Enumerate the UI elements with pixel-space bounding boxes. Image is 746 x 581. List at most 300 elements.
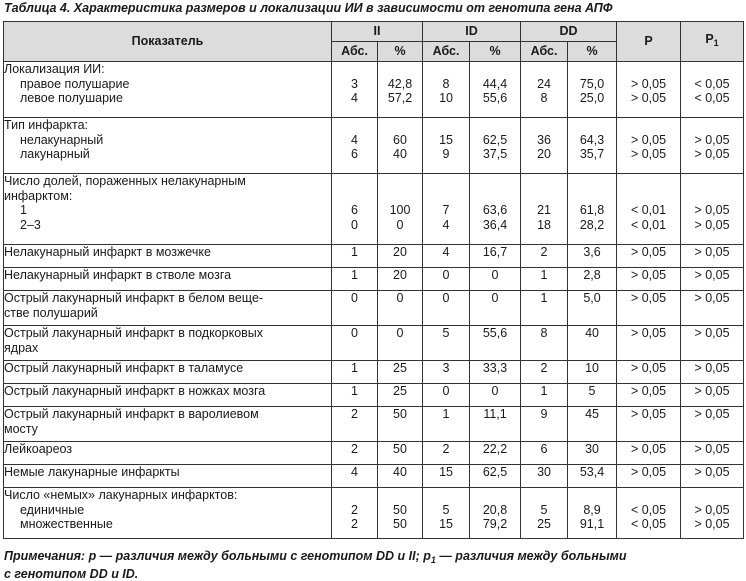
p-cell: [617, 384, 681, 407]
row-label: [4, 465, 332, 488]
cell-value: 8,9: [583, 502, 601, 517]
note-subscript: 1: [430, 555, 436, 565]
cell-spacer: [568, 174, 616, 189]
id-abs-cell: [423, 326, 470, 361]
cell-value: 4: [351, 465, 358, 479]
p1-cell: [681, 62, 744, 118]
dd-abs-cell: [521, 326, 568, 361]
p-cell: [617, 245, 681, 268]
p1-cell: [681, 407, 744, 442]
cell-value: 45: [585, 407, 599, 421]
header-group-id: ID: [423, 22, 521, 42]
cell-value: 7: [442, 203, 450, 217]
ii-pct-cell: [378, 407, 423, 442]
cell-value: 55,6: [482, 91, 508, 105]
cell-value: 15: [439, 465, 453, 479]
id-pct-cell: [470, 361, 521, 384]
id-abs-cell: [423, 465, 470, 488]
cell-value: 1: [540, 384, 548, 398]
row-label: [4, 291, 332, 326]
cell-spacer: [521, 174, 567, 189]
row-label: [4, 384, 332, 407]
p1-cell: [681, 174, 744, 245]
row-label: [4, 442, 332, 465]
cell-value: 0: [491, 291, 499, 305]
table-row: [4, 118, 744, 174]
cell-value: 16,7: [482, 245, 508, 259]
cell-spacer: [681, 118, 743, 133]
cell-value: > 0,05: [630, 91, 667, 105]
id-pct-cell: [470, 442, 521, 465]
cell-value: < 0,05: [694, 91, 730, 105]
table-row: [4, 361, 744, 384]
dd-pct-cell: [568, 245, 617, 268]
row-label-line: Лейкоареоз: [4, 442, 73, 456]
cell-spacer: [470, 488, 520, 503]
id-pct-cell: [470, 174, 521, 245]
id-abs-cell: [423, 384, 470, 407]
cell-value: 0: [442, 384, 450, 398]
cell-value: 11,1: [483, 407, 507, 421]
cell-value: 9: [442, 147, 450, 161]
cell-value: 0: [442, 268, 450, 282]
cell-value: 40: [393, 465, 407, 479]
cell-value: 0: [442, 291, 450, 305]
cell-value: > 0,05: [630, 147, 667, 161]
cell-spacer: [470, 189, 520, 204]
cell-value: 100: [389, 203, 411, 217]
cell-spacer: [521, 488, 567, 503]
cell-value: > 0,05: [630, 407, 667, 421]
p-cell: [617, 62, 681, 118]
cell-value: > 0,05: [630, 465, 667, 479]
ii-abs-cell: [332, 407, 378, 442]
ii-abs-cell: [332, 442, 378, 465]
cell-value: 50: [393, 442, 407, 456]
id-pct-cell: [470, 465, 521, 488]
p1-cell: [681, 245, 744, 268]
cell-spacer: [332, 118, 377, 133]
row-label: [4, 268, 332, 291]
row-label-line: мосту: [4, 421, 38, 436]
cell-value: 28,2: [579, 217, 605, 232]
header-group-dd: DD: [521, 22, 617, 42]
cell-value: 25: [393, 361, 407, 375]
dd-pct-cell: [568, 62, 617, 118]
p1-cell: [681, 118, 744, 174]
dd-abs-cell: [521, 465, 568, 488]
ii-pct-cell: [378, 291, 423, 326]
table-row: [4, 291, 744, 326]
cell-spacer: [681, 189, 743, 204]
id-abs-cell: [423, 361, 470, 384]
cell-value: < 0,05: [630, 517, 667, 531]
table-row: [4, 326, 744, 361]
row-sublabel-line: левое полушарие: [20, 91, 123, 105]
row-sublabel-line: правое полушарие: [20, 76, 130, 91]
cell-spacer: [470, 62, 520, 77]
cell-value: 33,3: [482, 361, 508, 375]
id-abs-cell: [423, 62, 470, 118]
cell-value: 5: [540, 502, 548, 517]
cell-value: 6: [351, 147, 358, 161]
ii-pct-cell: [378, 326, 423, 361]
p-cell: [617, 268, 681, 291]
ii-pct-cell: [378, 384, 423, 407]
p-cell: [617, 488, 681, 539]
note-text-2: — различия между больными: [435, 549, 627, 563]
dd-pct-cell: [568, 291, 617, 326]
cell-spacer: [521, 189, 567, 204]
cell-value: 0: [351, 291, 358, 305]
cell-spacer: [681, 488, 743, 503]
row-label-line: ядрах: [4, 340, 39, 355]
cell-value: 10: [439, 91, 453, 105]
cell-value: 53,4: [579, 465, 605, 479]
row-label-line: Острый лакунарный инфаркт в белом веще-: [4, 291, 264, 305]
ii-abs-cell: [332, 268, 378, 291]
cell-value: > 0,05: [694, 407, 730, 421]
cell-value: 60: [393, 132, 407, 147]
id-abs-cell: [423, 488, 470, 539]
cell-value: 79,2: [482, 517, 508, 531]
cell-value: 2: [540, 361, 548, 375]
cell-value: > 0,05: [694, 245, 730, 259]
cell-value: 5: [442, 326, 450, 340]
table-row: [4, 174, 744, 245]
p-cell: [617, 442, 681, 465]
row-label-line: Число долей, пораженных нелакунарным: [4, 174, 246, 188]
cell-value: > 0,05: [694, 361, 730, 375]
cell-spacer: [423, 118, 469, 133]
cell-value: 0: [491, 268, 499, 282]
cell-value: > 0,05: [694, 268, 730, 282]
ii-abs-cell: [332, 361, 378, 384]
cell-value: > 0,05: [694, 465, 730, 479]
dd-abs-cell: [521, 488, 568, 539]
cell-value: > 0,05: [630, 326, 667, 340]
cell-value: 62,5: [482, 465, 508, 479]
cell-value: 3,6: [583, 245, 601, 259]
cell-value: 91,1: [579, 517, 605, 531]
row-label-line: Немые лакунарные инфаркты: [4, 465, 180, 479]
cell-spacer: [470, 174, 520, 189]
cell-value: 1: [540, 291, 548, 305]
dd-pct-cell: [568, 174, 617, 245]
cell-value: 1: [540, 268, 548, 282]
cell-value: 0: [491, 384, 499, 398]
id-abs-cell: [423, 407, 470, 442]
cell-value: > 0,05: [694, 147, 730, 161]
cell-spacer: [423, 174, 469, 189]
row-label-line: Острый лакунарный инфаркт в ножках мозга: [4, 384, 266, 398]
cell-value: 2: [540, 245, 548, 259]
dd-pct-cell: [568, 384, 617, 407]
p1-cell: [681, 361, 744, 384]
id-pct-cell: [470, 407, 521, 442]
cell-value: > 0,05: [694, 442, 730, 456]
table-row: [4, 384, 744, 407]
cell-value: 0: [396, 326, 404, 340]
cell-value: 6: [540, 442, 548, 456]
row-label-line: Нелакунарный инфаркт в мозжечке: [4, 245, 211, 259]
cell-spacer: [568, 62, 616, 77]
dd-abs-cell: [521, 384, 568, 407]
cell-value: 9: [540, 407, 548, 421]
cell-value: 1: [351, 384, 358, 398]
ii-abs-cell: [332, 62, 378, 118]
cell-value: < 0,01: [630, 217, 667, 232]
cell-value: 64,3: [579, 132, 605, 147]
dd-abs-cell: [521, 407, 568, 442]
dd-abs-cell: [521, 268, 568, 291]
ii-abs-cell: [332, 384, 378, 407]
cell-value: < 0,05: [694, 76, 730, 91]
cell-value: > 0,05: [630, 291, 667, 305]
id-abs-cell: [423, 442, 470, 465]
cell-value: 2: [351, 442, 358, 456]
cell-value: 2: [351, 517, 358, 531]
cell-value: < 0,01: [630, 203, 667, 217]
cell-value: 4: [351, 91, 358, 105]
cell-value: 3: [442, 361, 450, 375]
cell-value: > 0,05: [630, 245, 667, 259]
table-row: [4, 245, 744, 268]
dd-pct-cell: [568, 407, 617, 442]
cell-value: 4: [351, 132, 358, 147]
cell-value: 10: [585, 361, 599, 375]
dd-abs-cell: [521, 62, 568, 118]
row-label-line: Локализация ИИ:: [4, 62, 105, 76]
cell-value: 55,6: [482, 326, 508, 340]
ii-abs-cell: [332, 118, 378, 174]
cell-value: 8: [442, 76, 450, 91]
row-label: [4, 407, 332, 442]
cell-value: 1: [351, 361, 358, 375]
dd-abs-cell: [521, 118, 568, 174]
cell-value: 20: [393, 245, 407, 259]
id-pct-cell: [470, 488, 521, 539]
genotype-table: [3, 21, 744, 539]
cell-value: 1: [351, 268, 358, 282]
cell-value: 4: [442, 217, 450, 232]
table-body: [4, 62, 744, 539]
cell-value: 15: [439, 517, 453, 531]
cell-value: 22,2: [482, 442, 508, 456]
cell-value: 1: [351, 245, 358, 259]
row-label: [4, 361, 332, 384]
row-label-line: инфарктом:: [4, 188, 73, 203]
header-group-ii: II: [332, 22, 423, 42]
row-label-line: Острый лакунарный инфаркт в подкорковых: [4, 326, 264, 340]
ii-pct-cell: [378, 245, 423, 268]
row-sublabel-line: единичные: [20, 502, 85, 517]
cell-value: 42,8: [387, 76, 413, 91]
cell-spacer: [521, 62, 567, 77]
cell-value: > 0,05: [630, 384, 667, 398]
cell-value: 50: [393, 407, 407, 421]
cell-value: 20: [393, 268, 407, 282]
header-pct: %: [378, 42, 423, 62]
cell-value: > 0,05: [694, 217, 730, 232]
cell-value: 5: [442, 502, 450, 517]
cell-value: 50: [393, 502, 407, 517]
header-p1-sub: 1: [713, 38, 719, 49]
dd-pct-cell: [568, 361, 617, 384]
cell-value: > 0,05: [630, 361, 667, 375]
id-pct-cell: [470, 326, 521, 361]
p-cell: [617, 174, 681, 245]
header-indicator: Показатель: [4, 22, 332, 62]
cell-value: 5: [588, 384, 596, 398]
cell-value: 30: [537, 465, 551, 479]
ii-abs-cell: [332, 245, 378, 268]
cell-spacer: [423, 189, 469, 204]
row-label: [4, 326, 332, 361]
id-pct-cell: [470, 118, 521, 174]
p-cell: [617, 118, 681, 174]
row-label-line: Острый лакунарный инфаркт в варолиевом: [4, 407, 259, 421]
header-pct: %: [470, 42, 521, 62]
ii-abs-cell: [332, 174, 378, 245]
id-abs-cell: [423, 245, 470, 268]
cell-value: > 0,05: [694, 502, 730, 517]
cell-value: 2,8: [583, 268, 601, 282]
header-p1: [681, 22, 744, 62]
ii-abs-cell: [332, 326, 378, 361]
table-row: [4, 407, 744, 442]
dd-pct-cell: [568, 442, 617, 465]
table-row: [4, 465, 744, 488]
cell-value: 5,0: [583, 291, 601, 305]
cell-spacer: [521, 118, 567, 133]
cell-value: 24: [537, 76, 551, 91]
p1-cell: [681, 488, 744, 539]
table-row: [4, 442, 744, 465]
ii-pct-cell: [378, 268, 423, 291]
cell-value: 44,4: [482, 76, 508, 91]
dd-pct-cell: [568, 326, 617, 361]
cell-value: 63,6: [482, 203, 508, 217]
cell-value: > 0,05: [630, 268, 667, 282]
cell-value: 6: [351, 203, 358, 217]
cell-value: 0: [396, 291, 404, 305]
cell-value: > 0,05: [694, 291, 730, 305]
dd-abs-cell: [521, 245, 568, 268]
row-label-line: Число «немых» лакунарных инфарктов:: [4, 488, 238, 502]
p-cell: [617, 326, 681, 361]
cell-spacer: [378, 118, 422, 133]
cell-value: 2: [442, 442, 450, 456]
cell-value: 20: [537, 147, 551, 161]
row-label-line: стве полушарий: [4, 305, 98, 320]
cell-value: 18: [537, 217, 551, 232]
cell-spacer: [423, 488, 469, 503]
table-title: Таблица 4. Характеристика размеров и локализации ИИ в зависимости от генотипа гена АПФ: [4, 1, 613, 15]
cell-spacer: [568, 488, 616, 503]
ii-pct-cell: [378, 488, 423, 539]
cell-value: 25,0: [579, 91, 605, 105]
cell-value: 21: [537, 203, 551, 217]
id-abs-cell: [423, 291, 470, 326]
cell-value: 36: [537, 132, 551, 147]
cell-spacer: [378, 62, 422, 77]
cell-spacer: [423, 62, 469, 77]
row-label: [4, 62, 332, 118]
cell-spacer: [332, 189, 377, 204]
row-label-line: Нелакунарный инфаркт в стволе мозга: [4, 268, 232, 282]
p-cell: [617, 465, 681, 488]
cell-value: > 0,05: [630, 76, 667, 91]
row-sublabel-line: 1: [20, 203, 27, 217]
cell-value: 2: [351, 502, 358, 517]
ii-abs-cell: [332, 291, 378, 326]
id-pct-cell: [470, 268, 521, 291]
cell-value: 0: [396, 217, 404, 232]
header-abs: Абс.: [332, 42, 378, 62]
cell-value: > 0,05: [694, 384, 730, 398]
row-label: [4, 174, 332, 245]
dd-pct-cell: [568, 268, 617, 291]
cell-value: 35,7: [579, 147, 605, 161]
cell-spacer: [617, 174, 680, 189]
cell-spacer: [332, 174, 377, 189]
id-abs-cell: [423, 118, 470, 174]
row-label: [4, 488, 332, 539]
id-abs-cell: [423, 174, 470, 245]
ii-pct-cell: [378, 118, 423, 174]
cell-spacer: [568, 189, 616, 204]
p-cell: [617, 407, 681, 442]
header-abs: Абс.: [423, 42, 470, 62]
ii-pct-cell: [378, 361, 423, 384]
ii-pct-cell: [378, 174, 423, 245]
cell-spacer: [568, 118, 616, 133]
dd-abs-cell: [521, 174, 568, 245]
cell-value: > 0,05: [630, 442, 667, 456]
cell-value: 75,0: [579, 76, 605, 91]
cell-value: 8: [540, 91, 548, 105]
row-label: [4, 245, 332, 268]
dd-pct-cell: [568, 488, 617, 539]
cell-value: > 0,05: [694, 517, 730, 531]
cell-value: 1: [442, 407, 450, 421]
ii-abs-cell: [332, 488, 378, 539]
note-text-3: с генотипом DD и ID.: [4, 567, 139, 581]
cell-value: 15: [439, 132, 453, 147]
header-pct: %: [568, 42, 617, 62]
cell-value: 30: [585, 442, 599, 456]
p1-cell: [681, 268, 744, 291]
cell-spacer: [332, 488, 377, 503]
dd-abs-cell: [521, 442, 568, 465]
cell-value: 62,5: [482, 132, 508, 147]
ii-pct-cell: [378, 442, 423, 465]
id-pct-cell: [470, 384, 521, 407]
cell-value: 50: [393, 517, 407, 531]
header-p1-base: P: [705, 32, 714, 47]
note-text-1: Примечания: p — различия между больными с генотипом DD и II; p: [4, 549, 431, 563]
cell-spacer: [617, 189, 680, 204]
row-label-line: Острый лакунарный инфаркт в таламусе: [4, 361, 244, 375]
cell-spacer: [617, 118, 680, 133]
row-sublabel-line: нелакунарный: [20, 132, 104, 147]
dd-abs-cell: [521, 361, 568, 384]
cell-value: < 0,05: [630, 502, 667, 517]
table-row: [4, 488, 744, 539]
row-sublabel-line: 2–3: [20, 217, 41, 232]
cell-value: 8: [540, 326, 548, 340]
